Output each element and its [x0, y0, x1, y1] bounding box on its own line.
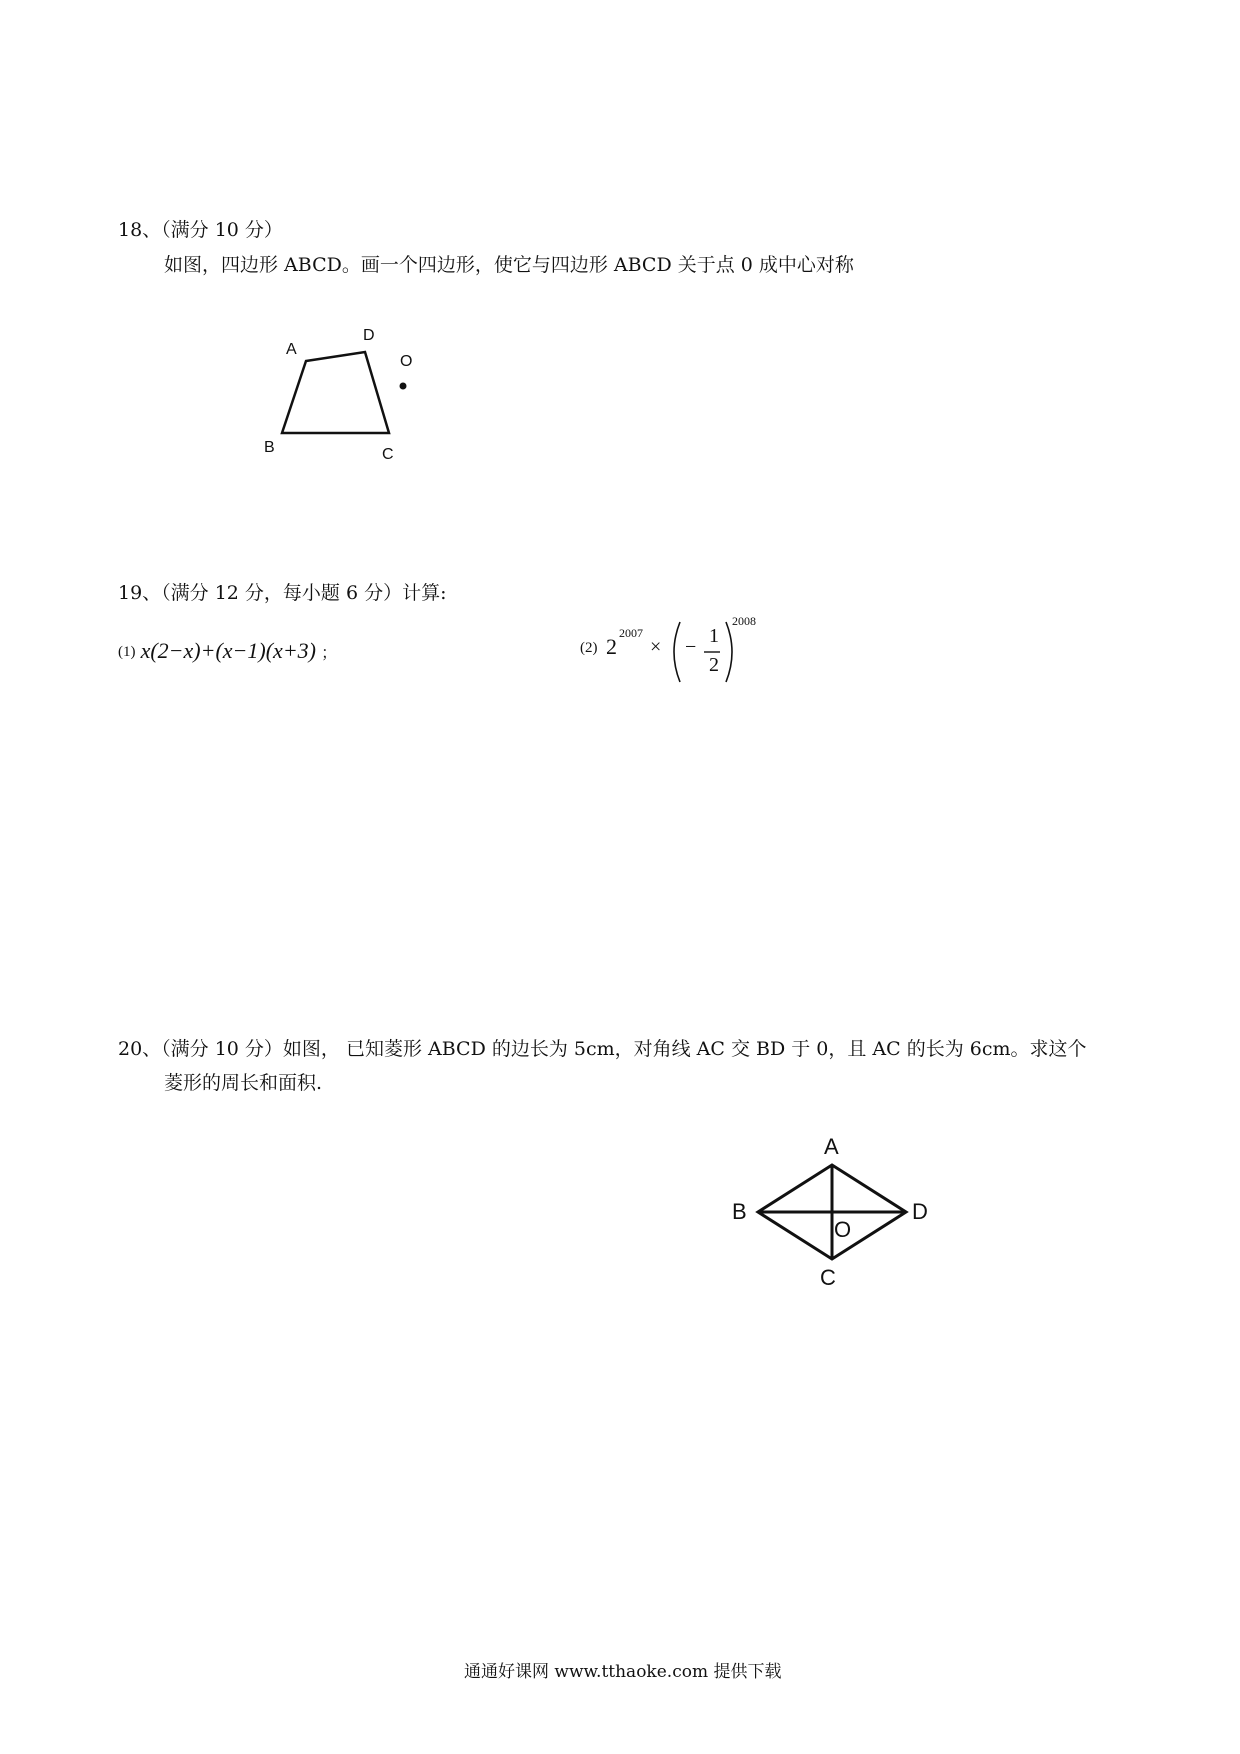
- left-paren: [674, 622, 680, 682]
- q19-header: 19、（满分 12 分，每小题 6 分）计算:: [118, 582, 447, 604]
- q19-part2: [580, 614, 780, 693]
- q19-part2-number: (2): [580, 640, 598, 656]
- q19-part2-exp1: 2007: [619, 626, 643, 640]
- q19-part1: [118, 638, 337, 664]
- q19-part2-exp2: 2008: [732, 614, 756, 628]
- q18-quadrilateral-figure: [250, 318, 450, 468]
- q20-line2: 菱形的周长和面积.: [164, 1072, 323, 1094]
- q20-line1: 20、（满分 10 分）如图， 已知菱形 ABCD 的边长为 5cm，对角线 AC 交 BD 于 0，且 AC 的长为 6cm。求这个: [118, 1038, 1087, 1060]
- label-c: C: [820, 1265, 836, 1290]
- quadrilateral-abcd: [282, 352, 389, 433]
- label-b: B: [264, 439, 275, 456]
- q18-header: 18、（满分 10 分）: [118, 219, 283, 241]
- q19-part2-minus: −: [685, 636, 697, 658]
- page-footer: 通通好课网 www.tthaoke.com 提供下载: [464, 1662, 782, 1682]
- right-paren: [726, 622, 732, 682]
- q19-part1-end: ；: [321, 643, 338, 662]
- label-o: O: [400, 353, 413, 370]
- label-o: O: [834, 1217, 852, 1242]
- point-o: [400, 383, 407, 390]
- label-a: A: [824, 1134, 839, 1159]
- q19-part2-base: 2: [606, 634, 617, 659]
- q19-part1-number: (1): [118, 644, 136, 660]
- label-c: C: [382, 446, 394, 463]
- label-a: A: [286, 341, 297, 358]
- q19-part2-numerator: 1: [709, 625, 719, 647]
- q18-text: 如图，四边形 ABCD。画一个四边形，使它与四边形 ABCD 关于点 0 成中心对称: [164, 254, 854, 276]
- label-d: D: [912, 1199, 928, 1224]
- q19-part2-denominator: 2: [709, 654, 719, 676]
- q19-part1-expression: x(2−x)+(x−1)(x+3): [140, 638, 316, 663]
- label-d: D: [363, 327, 375, 344]
- q20-rhombus-figure: [730, 1130, 950, 1300]
- label-b: B: [732, 1199, 747, 1224]
- q19-part2-times: ×: [650, 636, 662, 658]
